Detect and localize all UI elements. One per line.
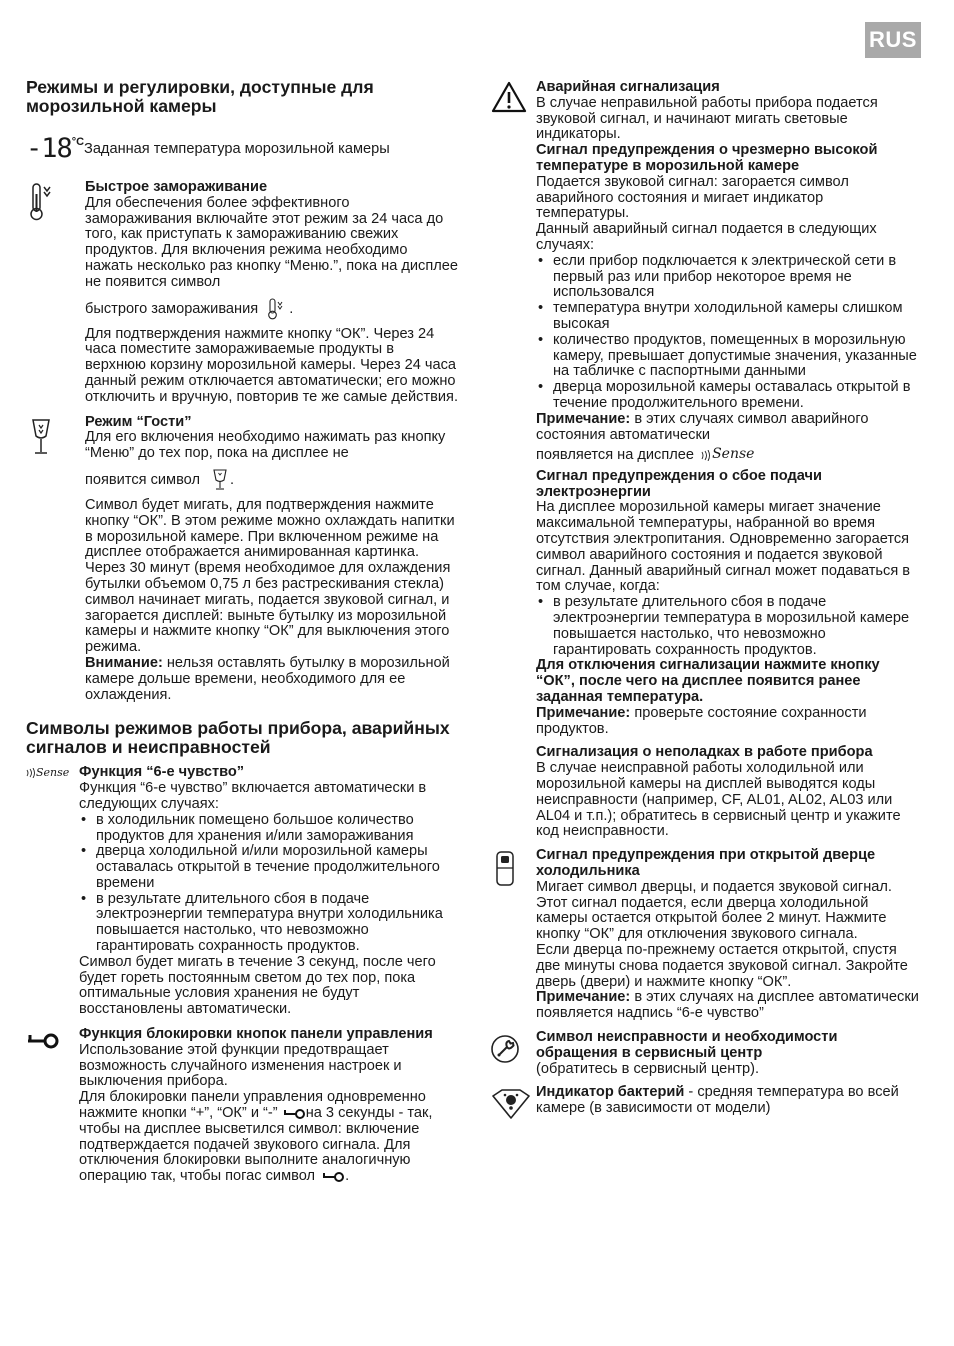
party-glass-icon — [26, 417, 56, 459]
fast-freeze-symbol-line: быстрого замораживания . — [85, 297, 458, 321]
sixth-sense-intro: Функция “6-е чувство” включается автоматически в следующих случаях: — [79, 780, 427, 812]
party-glass-inline-icon — [210, 468, 230, 492]
high-temp-alarm-cases-intro: Данный аварийный сигнал подается в следующих случаях: — [536, 221, 877, 253]
door-open-icon — [490, 850, 520, 888]
sixth-sense-title: Функция “6-е чувство” — [79, 764, 245, 781]
party-mode-title: Режим “Гости” — [85, 413, 192, 430]
temperature-display-icon — [26, 133, 85, 164]
sixth-sense-outro: Символ будет мигать в течение 3 секунд, после чего будет гореть постоянным светом до тех пор, пока оптимальные условия хранения не будут восстановлены автоматически. — [79, 953, 436, 1018]
list-item: • дверца холодильной и/или морозильной камеры оставалась открытой в течение продолжительного времени — [79, 844, 458, 891]
high-temp-alarm-paragraph: Подается звуковой сигнал: загорается символ аварийного состояния и мигает индикатор температуры. — [536, 173, 849, 222]
sixth-sense-inline-icon: Sense — [701, 447, 754, 463]
section-heading-symbols: Символы режимов работы прибора, аварийных сигналов и неисправностей — [26, 718, 450, 758]
door-alarm-note: Примечание: в этих случаях на дисплее автоматически появляется надпись “6-е чувство” — [536, 989, 919, 1022]
alarm-off-instruction: Для отключения сигнализации нажмите кнопку “ОК”, после чего на дисплее появится ранее заданная температура. — [536, 657, 880, 706]
key-lock-inline-icon — [282, 1107, 306, 1119]
service-item — [490, 1030, 920, 1077]
alarm-title: Аварийная сигнализация — [536, 79, 720, 95]
fast-freeze-inline-icon — [265, 297, 289, 321]
sixth-sense-icon: Sense — [26, 767, 69, 779]
list-item: • температура внутри холодильной камеры слишком высокая — [536, 301, 920, 333]
high-temp-alarm-title: Сигнал предупреждения о чрезмерно высокой температуре в морозильной камере — [536, 142, 878, 174]
fast-freeze-title: Быстрое замораживание — [85, 179, 268, 195]
key-lock-paragraph-2: Для блокировки панели управления одновременно нажмите кнопки “+”, “ОК” и “-” на 3 секунды - так, чтобы на дисплее высветился символ: включение подтверждается подачей звукового сигнала. Для отключения блокировки выполните аналогичную операцию так, чтобы погас символ . — [79, 1089, 433, 1185]
high-temp-alarm-note: Примечание: в этих случаях символ аварийного состояния автоматически — [536, 410, 869, 443]
high-temp-alarm-bullet-list — [536, 254, 920, 412]
sixth-sense-bullet-list — [79, 813, 458, 955]
bacteria-paragraph: Индикатор бактерий - средняя температура во всей камере (в зависимости от модели) — [536, 1084, 899, 1117]
key-lock-item — [26, 1027, 458, 1185]
list-item: • дверца морозильной камеры оставалась открытой в течение продолжительного времени. — [536, 380, 920, 412]
sixth-sense-item — [26, 765, 458, 1018]
warning-triangle-icon — [490, 80, 528, 114]
temperature-value: -18 — [26, 133, 72, 164]
party-mode-paragraph-1: Для его включения необходимо нажимать раз кнопку “Меню” до тех пор, пока на дисплее не — [85, 429, 446, 462]
fault-item — [490, 745, 920, 840]
key-lock-title: Функция блокировки кнопок панели управления — [79, 1026, 433, 1043]
list-item: • количество продуктов, помещенных в морозильную камеру, превышает допустимые значения, указанные на табличке с паспортными данными — [536, 333, 920, 380]
key-lock-icon — [26, 1031, 60, 1049]
list-item: • в результате длительного сбоя в подаче электроэнергии температура внутри холодильника повышается настолько, что невозможно гарантировать сохранность продуктов. — [79, 892, 458, 955]
list-item: • если прибор подключается к электрической сети в первый раз или прибор некоторое время не использовался — [536, 254, 920, 301]
door-alarm-paragraph-1: Мигает символ дверцы, и подается звуковой сигнал. — [536, 878, 892, 895]
bacteria-indicator-icon — [490, 1088, 532, 1120]
fast-freeze-item — [26, 180, 458, 406]
left-column — [26, 78, 458, 1185]
high-temp-alarm-note-tail: появляется на дисплее Sense — [536, 446, 755, 464]
door-alarm-paragraph-2: Этот сигнал подается, если дверца холодильной камеры остается открытой более 2 минут. Нажмите кнопку “ОК” для отключения звукового сигнала. — [536, 894, 887, 943]
power-failure-note: Примечание: проверьте состояние сохранности продуктов. — [536, 704, 867, 737]
temperature-unit: °C — [71, 136, 85, 148]
service-wrench-icon — [490, 1033, 522, 1065]
key-lock-inline-icon-2 — [321, 1170, 345, 1182]
service-paragraph: (обратитесь в сервисный центр). — [536, 1060, 760, 1077]
fault-title: Сигнализация о неполадках в работе прибора — [536, 744, 873, 761]
section-heading-freezer-modes: Режимы и регулировки, доступные для морозильной камеры — [26, 77, 374, 116]
alarm-paragraph-1: В случае неправильной работы прибора подается звуковой сигнал, и начинают мигать световые индикаторы. — [536, 94, 878, 143]
party-mode-warning: Внимание: нельзя оставлять бутылку в морозильной камере дольше времени, необходимого для ее охлаждения. — [85, 654, 450, 703]
party-mode-symbol-line: появится символ . — [85, 468, 458, 492]
door-alarm-item — [490, 848, 920, 1022]
key-lock-paragraph-1: Использование этой функции предотвращает возможность случайного изменения настроек и выключения прибора. — [79, 1041, 402, 1090]
temperature-description: Заданная температура морозильной камеры — [84, 141, 390, 157]
door-alarm-paragraph-3: Если дверца по-прежнему остается открытой, спустя две минуты снова подается звуковой сигнал. Закройте дверь (двери) и нажмите кнопку “ОК”. — [536, 942, 908, 990]
list-item: • в холодильник помещено большое количество продуктов для хранения и/или замораживания — [79, 813, 458, 845]
fast-freeze-paragraph-1: Для обеспечения более эффективного замораживания включайте этот режим за 24 часа до того, как приступать к замораживанию свежих продуктов. Для включения режима необходимо нажать несколько раз кнопку “Меню.”, пока на дисплее не появится символ — [85, 194, 458, 290]
bacteria-item — [490, 1085, 920, 1120]
power-failure-alarm-title: Сигнал предупреждения о сбое подачи электроэнергии — [536, 467, 822, 500]
power-failure-alarm-paragraph: На дисплее морозильной камеры мигает значение максимальной температуры, набранной во время отсутствия электропитания. Одновременно загорается символ аварийного состояния и подается звуковой сигнал. Данный аварийный сигнал может подаваться в том случае, когда: — [536, 499, 911, 595]
party-mode-paragraph-2: Символ будет мигать, для подтверждения нажмите кнопку “ОК”. В этом режиме можно охлаждать напитки в морозильной камере. При включенном режиме на дисплее отображается анимированная картинка. Через 30 минут (время необходимое для охлаждения бутылки объемом 0,75 л без растрескивания стекла) символ начинает мигать, подается звуковой сигнал, и загорается дисплей: выньте бутылку из морозильной камеры и нажмите кнопку “ОК” для выключения этого режима. — [85, 496, 455, 656]
fast-freeze-paragraph-2: Для подтверждения нажмите кнопку “ОК”. Через 24 часа поместите замораживаемые продукты в верхнюю корзину морозильной камеры. Через 24 часа данный режим отключается автоматически; его можно отключить и вручную, повторив те же самые действия. — [85, 325, 459, 405]
fast-freeze-icon — [26, 182, 56, 222]
list-item: • в результате длительного сбоя в подаче электроэнергии температура в морозильной камере повышается настолько, что невозможно гарантировать сохранность продуктов. — [536, 595, 920, 658]
party-mode-item — [26, 415, 458, 704]
right-column — [490, 80, 920, 1120]
service-title: Символ неисправности и необходимости обращения в сервисный центр — [536, 1028, 838, 1061]
fault-paragraph: В случае неисправной работы холодильной или морозильной камеры на дисплей выводятся коды неисправности (например, CF, AL01, AL02, AL03 или AL04 и т.п.); обратитесь в сервисный центр и укажите код неисправности. — [536, 760, 901, 840]
temperature-item — [26, 133, 458, 164]
power-failure-bullet-list — [536, 595, 920, 658]
alarm-item — [490, 80, 920, 737]
language-badge: RUS — [865, 22, 921, 58]
door-alarm-title: Сигнал предупреждения при открытой дверце холодильника — [536, 847, 876, 880]
